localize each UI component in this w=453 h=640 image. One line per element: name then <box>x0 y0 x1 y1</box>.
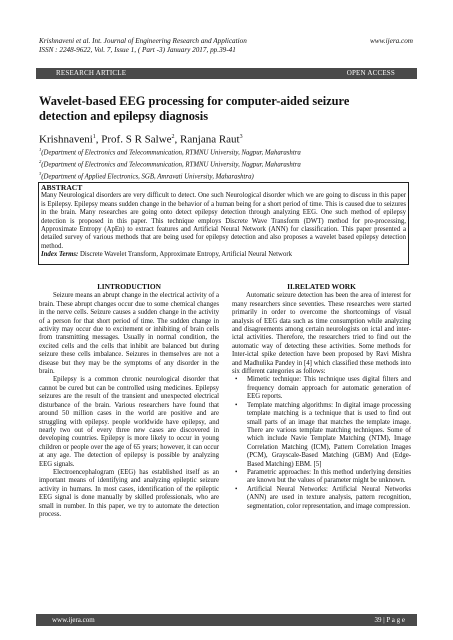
abstract-body: Many Neurological disorders are very difficult to detect. One such Neurological disorder which we are going to discuss in this paper is Epilepsy. Epilepsy means sudden change in the behavior of a human being for a short period of time. This is caused due to seizures in the brain. Many researches are going onto detect epilepsy detection through analyzing EEG. One such method of epilepsy detection is proposed in this paper. This technique employs Discrete Wave Transform (DWT) method for pre-processing, Approximate Entropy (ApEn) to extract features and Artificial Neural Network (ANN) for classification. This paper presented a detailed survey of various methods that are being used for epilepsy detection and also proposes a wavelet based epilepsy detection method. <box>41 192 406 250</box>
list-item: • Template matching algorithms: In digital image processing template matching is a technique that is used to find out small parts of an image that matches the template image. There are various template matching techniques. Some of which include Navie Template Matching (NTM), Image Correlation Matching (ICM), Pattern Correlation Images (PCM), Grayscale-Based Matching (GBM) And (Edge-Based Matching) EBM. [5] <box>243 402 411 469</box>
author-3: , Ranjana Raut <box>174 133 240 146</box>
article-banner <box>36 68 417 79</box>
footer-website[interactable]: www.ijera.com <box>52 616 95 624</box>
abstract-box <box>38 182 409 265</box>
affiliation-3-text: (Department of Applied Electronics, SGB, Amravati University, Maharashtra) <box>41 172 254 180</box>
list-item: • Artificial Neural Networks: Artificial Neural Networks (ANN) are used in texture analysis, pattern recognition, segmentation, color representation, and image compression. <box>243 486 411 511</box>
access-type: OPEN ACCESS <box>346 69 395 77</box>
affiliation-1-mark: 1 <box>39 147 42 152</box>
affiliations <box>39 146 301 182</box>
intro-paragraph-2: Epilepsy is a common chronic neurological disorder that cannot be cured but can be controlled using medicines. Epilepsy seizures are the result of the transient and unexpected electrical disturbance of the brain. Various researchers have found that around 50 million cases in the world are positive and are struggling with epilepsy. people worldwide have epilepsy, and nearly two out of every three new cases are discovered in developing countries. Epilepsy is more likely to occur in young children or people over the age of 65 years; however, it can occur at any age. The detection of epilepsy is possible by analyzing EEG signals. <box>39 376 219 468</box>
index-terms-label: Index Terms: <box>41 251 79 259</box>
list-item: • Parametric approaches: In this method underlying densities are known but the values of parameter might be unknown. <box>243 469 411 486</box>
related-paragraph-1: Automatic seizure detection has been the area of interest for many researchers since seventies. These researches were started primarily in order to overcome the shortcomings of visual analysis of EEG data such as time consumption while analyzing and disagreements among certain neurologists on ictal and inter-ictal activities. Therefore, the researchers tried to find out the automatic way of detecting these activities. Some methods for Inter-ictal spike detection have been proposed by Ravi Mishra and Madhulika Pandey in [4] which classified these methods into six different categories as follows: <box>232 292 411 376</box>
author-3-mark: 3 <box>239 134 243 140</box>
journal-website[interactable]: www.ijera.com <box>370 37 413 45</box>
method-list <box>232 376 411 511</box>
affiliation-3 <box>39 170 301 182</box>
abstract-heading: ABSTRACT <box>41 183 83 192</box>
intro-paragraph-3: Electroencephalogram (EEG) has established itself as an important means of identifying and analyzing epileptic seizure activity in humans. In most cases, identification of the epileptic EEG signal is done manually by skilled professionals, who are small in number. In this paper, we try to automate the detection process. <box>39 468 219 518</box>
affiliation-3-mark: 3 <box>39 170 42 176</box>
page-footer <box>36 614 417 626</box>
author-2: , Prof. S R Salwe <box>95 133 172 146</box>
article-type: RESEARCH ARTICLE <box>56 69 127 77</box>
author-2-mark: 2 <box>171 134 175 140</box>
right-column <box>232 283 411 511</box>
left-column <box>39 283 219 519</box>
intro-paragraph-1: Seizure means an abrupt change in the electrical activity of a brain. These abrupt changes occur due to some chemical changes in the nerve cells. Seizure causes a sudden change in the activity of a person for that short period of time. The sudden change in activity may occur due to excitement or inhibiting of brain cells from transmitting messages. Usually in normal condition, the excited cells and the cells that inhibit are balanced but during seizure these cells imbalance. Seizures in themselves are not a disease but they may be the symptoms of any disorder in the brain. <box>39 292 219 376</box>
journal-line-1: Krishnaveni et al. Int. Journal of Engineering Research and Application <box>39 37 247 45</box>
author-list <box>39 131 243 147</box>
section-heading-related-work: II.RELATED WORK <box>287 282 356 291</box>
affiliation-1-text: (Department of Electronics and Telecommunication, RTMNU University, Nagpur, Maharashtra <box>41 149 301 157</box>
author-1: Krishnaveni <box>39 133 93 146</box>
author-1-mark: 1 <box>92 134 96 140</box>
affiliation-1 <box>39 146 301 158</box>
page-number: 39 | P a g e <box>374 616 405 624</box>
paper-title: Wavelet-based EEG processing for computer-aided seizure detection and epilepsy diagnosis <box>39 94 350 123</box>
journal-citation <box>39 37 247 55</box>
affiliation-2-mark: 2 <box>39 158 42 164</box>
section-heading-introduction: I.INTRODUCTION <box>97 282 161 291</box>
affiliation-2 <box>39 158 301 170</box>
index-terms <box>41 251 406 259</box>
affiliation-2-text: (Department of Electronics and Telecommunication, RTMNU University, Nagpur, Maharashtra <box>41 161 301 169</box>
journal-line-2: ISSN : 2248-9622, Vol. 7, Issue 1, ( Part -3) January 2017, pp.39-41 <box>39 46 236 54</box>
index-terms-text: Discrete Wavelet Transform, Approximate Entropy, Artificial Neural Network <box>78 251 293 259</box>
list-item: • Mimetic technique: This technique uses digital filters and frequency domain approach for automatic generation of EEG reports. <box>243 376 411 401</box>
